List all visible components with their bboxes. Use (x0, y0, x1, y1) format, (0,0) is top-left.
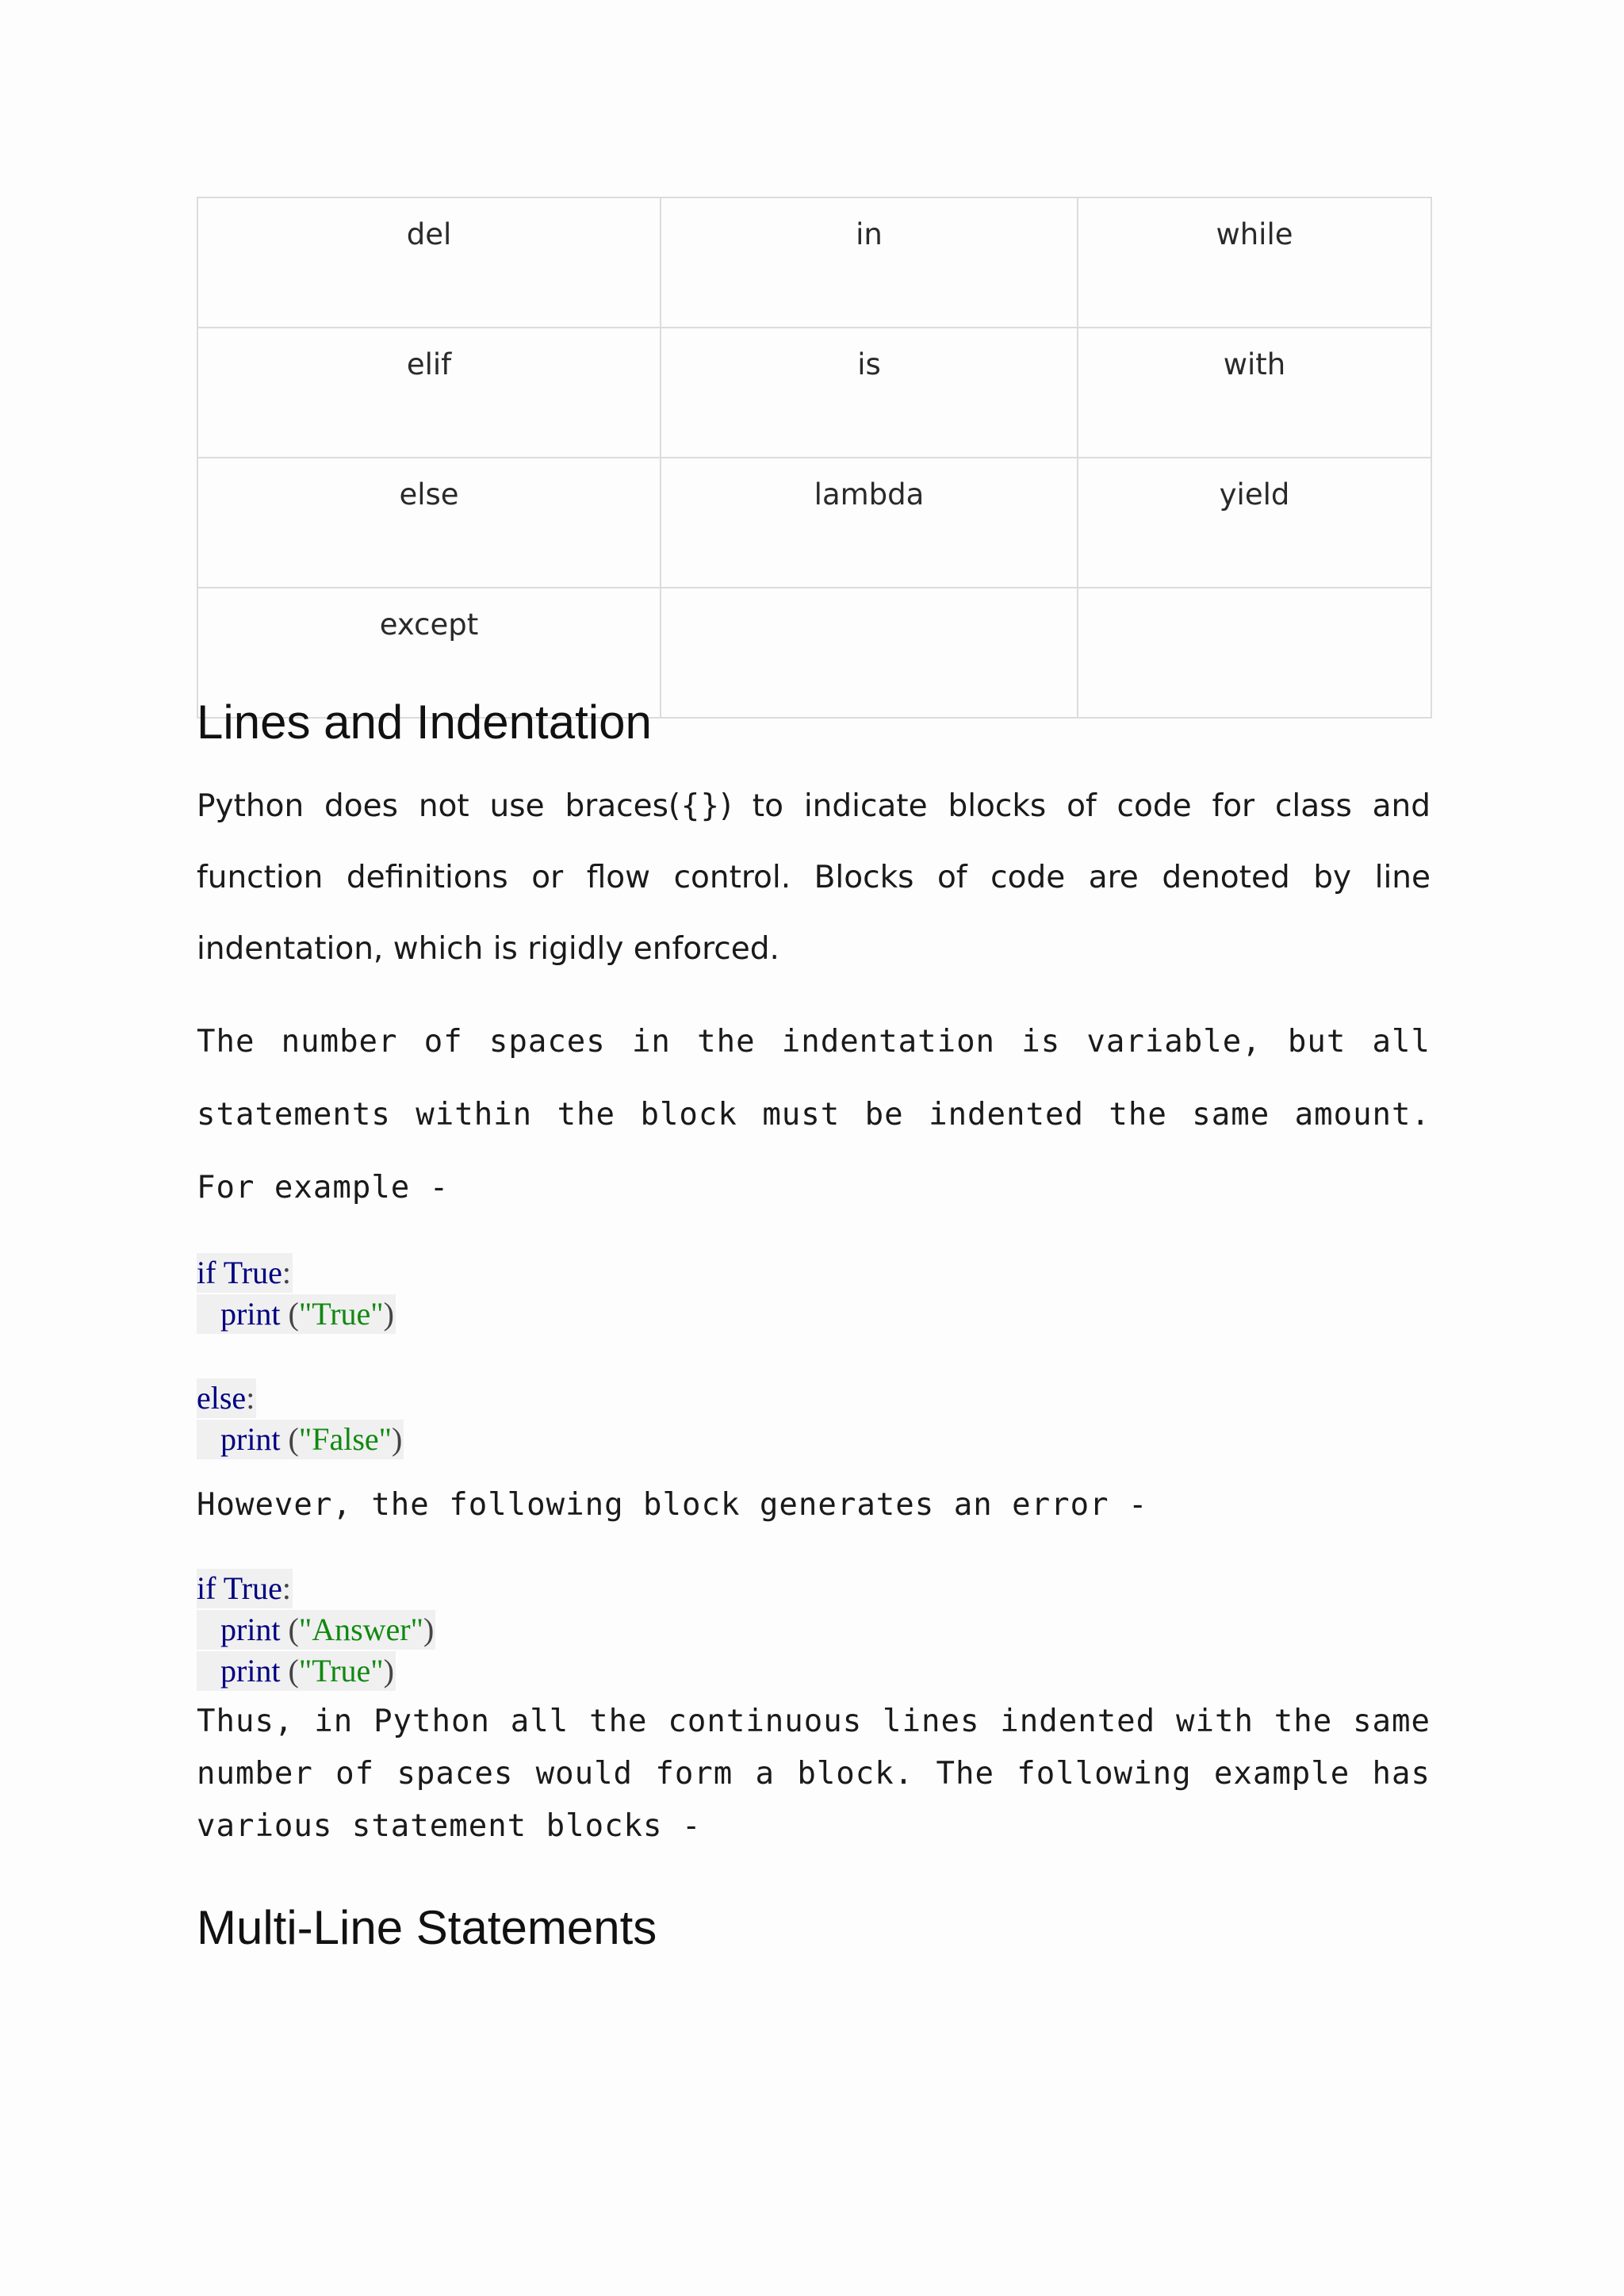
code-line-print-true: print ("True") (197, 1294, 396, 1334)
block-explanation: Thus, in Python all the continuous lines indented with the same number of spaces would form a block. The following example has various statement blocks - (197, 1704, 1431, 1844)
section-heading-multi-line: Multi-Line Statements (197, 1901, 657, 1954)
table-cell: elif (197, 328, 661, 458)
code-line-else: else: (197, 1378, 256, 1418)
table-row (197, 328, 1431, 458)
table-row (197, 458, 1431, 588)
table-cell: else (197, 458, 661, 588)
table-cell (1078, 588, 1431, 718)
code-line-print-true: print ("True") (197, 1651, 396, 1691)
code-line-if: if True: (197, 1569, 293, 1608)
intro-paragraph: Python does not use braces({}) to indicate blocks of code for class and function definitions or flow control. Blocks of code are denoted by line indentation, which is rigidly enforced. (197, 788, 1431, 967)
table-cell: is (661, 328, 1078, 458)
keywords-table (197, 197, 1432, 719)
table-cell: except (197, 588, 661, 718)
table-row (197, 197, 1431, 328)
table-cell: yield (1078, 458, 1431, 588)
code-line-print-false: print ("False") (197, 1420, 404, 1459)
code-line-print-answer: print ("Answer") (197, 1610, 435, 1650)
table-cell: in (661, 197, 1078, 328)
table-cell: del (197, 197, 661, 328)
table-cell (661, 588, 1078, 718)
code-line-if: if True: (197, 1253, 293, 1293)
indentation-explanation: The number of spaces in the indentation is variable, but all statements within the block must be indented the same amount. For example - (197, 1024, 1431, 1205)
table-cell: with (1078, 328, 1431, 458)
table-cell: while (1078, 197, 1431, 328)
table-cell: lambda (661, 458, 1078, 588)
error-explanation: However, the following block generates an error - (197, 1487, 1148, 1523)
section-heading-lines-indentation: Lines and Indentation (197, 696, 652, 749)
